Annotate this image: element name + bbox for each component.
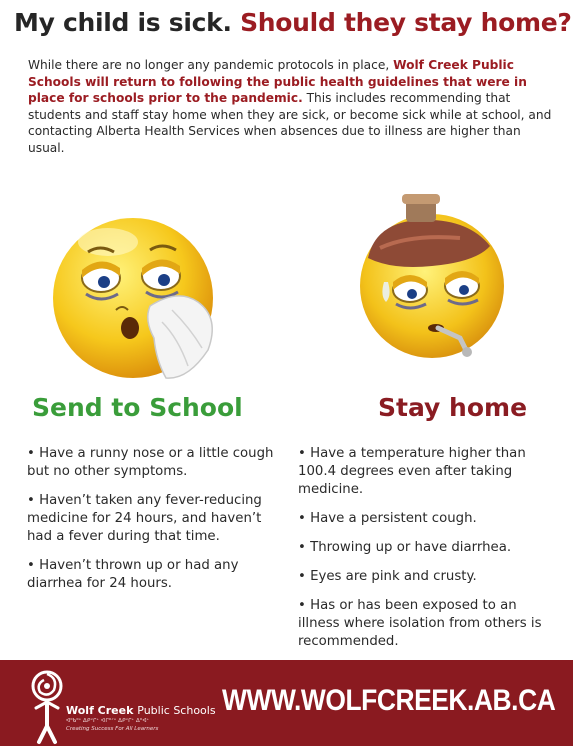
logo-name-light: Public Schools xyxy=(137,704,216,717)
footer-banner xyxy=(0,660,573,746)
list-item: • Throwing up or have diarrhea. xyxy=(298,540,512,555)
intro-highlight-1: Wolf Creek Public Schools will return to following the public health guidelines that were in place for schools xyxy=(28,58,527,106)
list-item: • Haven’t taken any fever-reducing medicine for 24 hours, and haven’t had a fever during that time. xyxy=(27,493,262,544)
title-part-1: My child is sick. xyxy=(14,8,232,37)
list-item: • Haven’t thrown up or had any diarrhea for 24 hours. xyxy=(27,558,239,591)
intro-text-2: This includes recommending that students and staff stay home when they are sick, or become sick while at school, and contacting Alberta Health Services when absences due to illness are higher than usual. xyxy=(28,91,552,155)
list-item: • Have a runny nose or a little cough but no other symptoms. xyxy=(27,446,274,479)
stay-home-list xyxy=(298,445,556,662)
logo-tagline: Creating Success For All Learners xyxy=(66,726,159,732)
website-url[interactable]: WWW.WOLFCREEK.AB.CA xyxy=(222,684,556,717)
intro-paragraph xyxy=(28,57,553,157)
send-to-school-heading: Send to School xyxy=(32,393,243,422)
sick-fever-emoji-icon xyxy=(340,186,530,366)
page-title xyxy=(14,8,572,37)
list-item: • Has or has been exposed to an illness where isolation from others is recommended. xyxy=(298,598,542,649)
list-item: • Have a persistent cough. xyxy=(298,511,477,526)
list-item: • Have a temperature higher than 100.4 degrees even after taking medicine. xyxy=(298,446,526,497)
send-to-school-list xyxy=(27,445,275,604)
intro-text-1: While there are no longer any pandemic protocols in place, xyxy=(28,58,394,72)
logo-name-bold: Wolf Creek xyxy=(66,704,134,717)
logo-name xyxy=(66,704,216,717)
list-item: • Eyes are pink and crusty. xyxy=(298,569,477,584)
wolf-creek-logo-icon xyxy=(30,668,64,746)
runny-nose-emoji-icon xyxy=(38,210,238,390)
stay-home-heading: Stay home xyxy=(378,393,528,422)
intro-highlight-2: prior to the pandemic. xyxy=(148,91,303,106)
logo-syllabics: ᐊᐦᑲᐦᐤ ᐃᑭᐡᒋᕀ ᐊᒋᐦᐟᐤ ᐃᑭᐡᒋᕀ ᐃᐦᐊᕀ xyxy=(66,718,150,724)
title-part-2: Should they stay home? xyxy=(240,8,572,37)
